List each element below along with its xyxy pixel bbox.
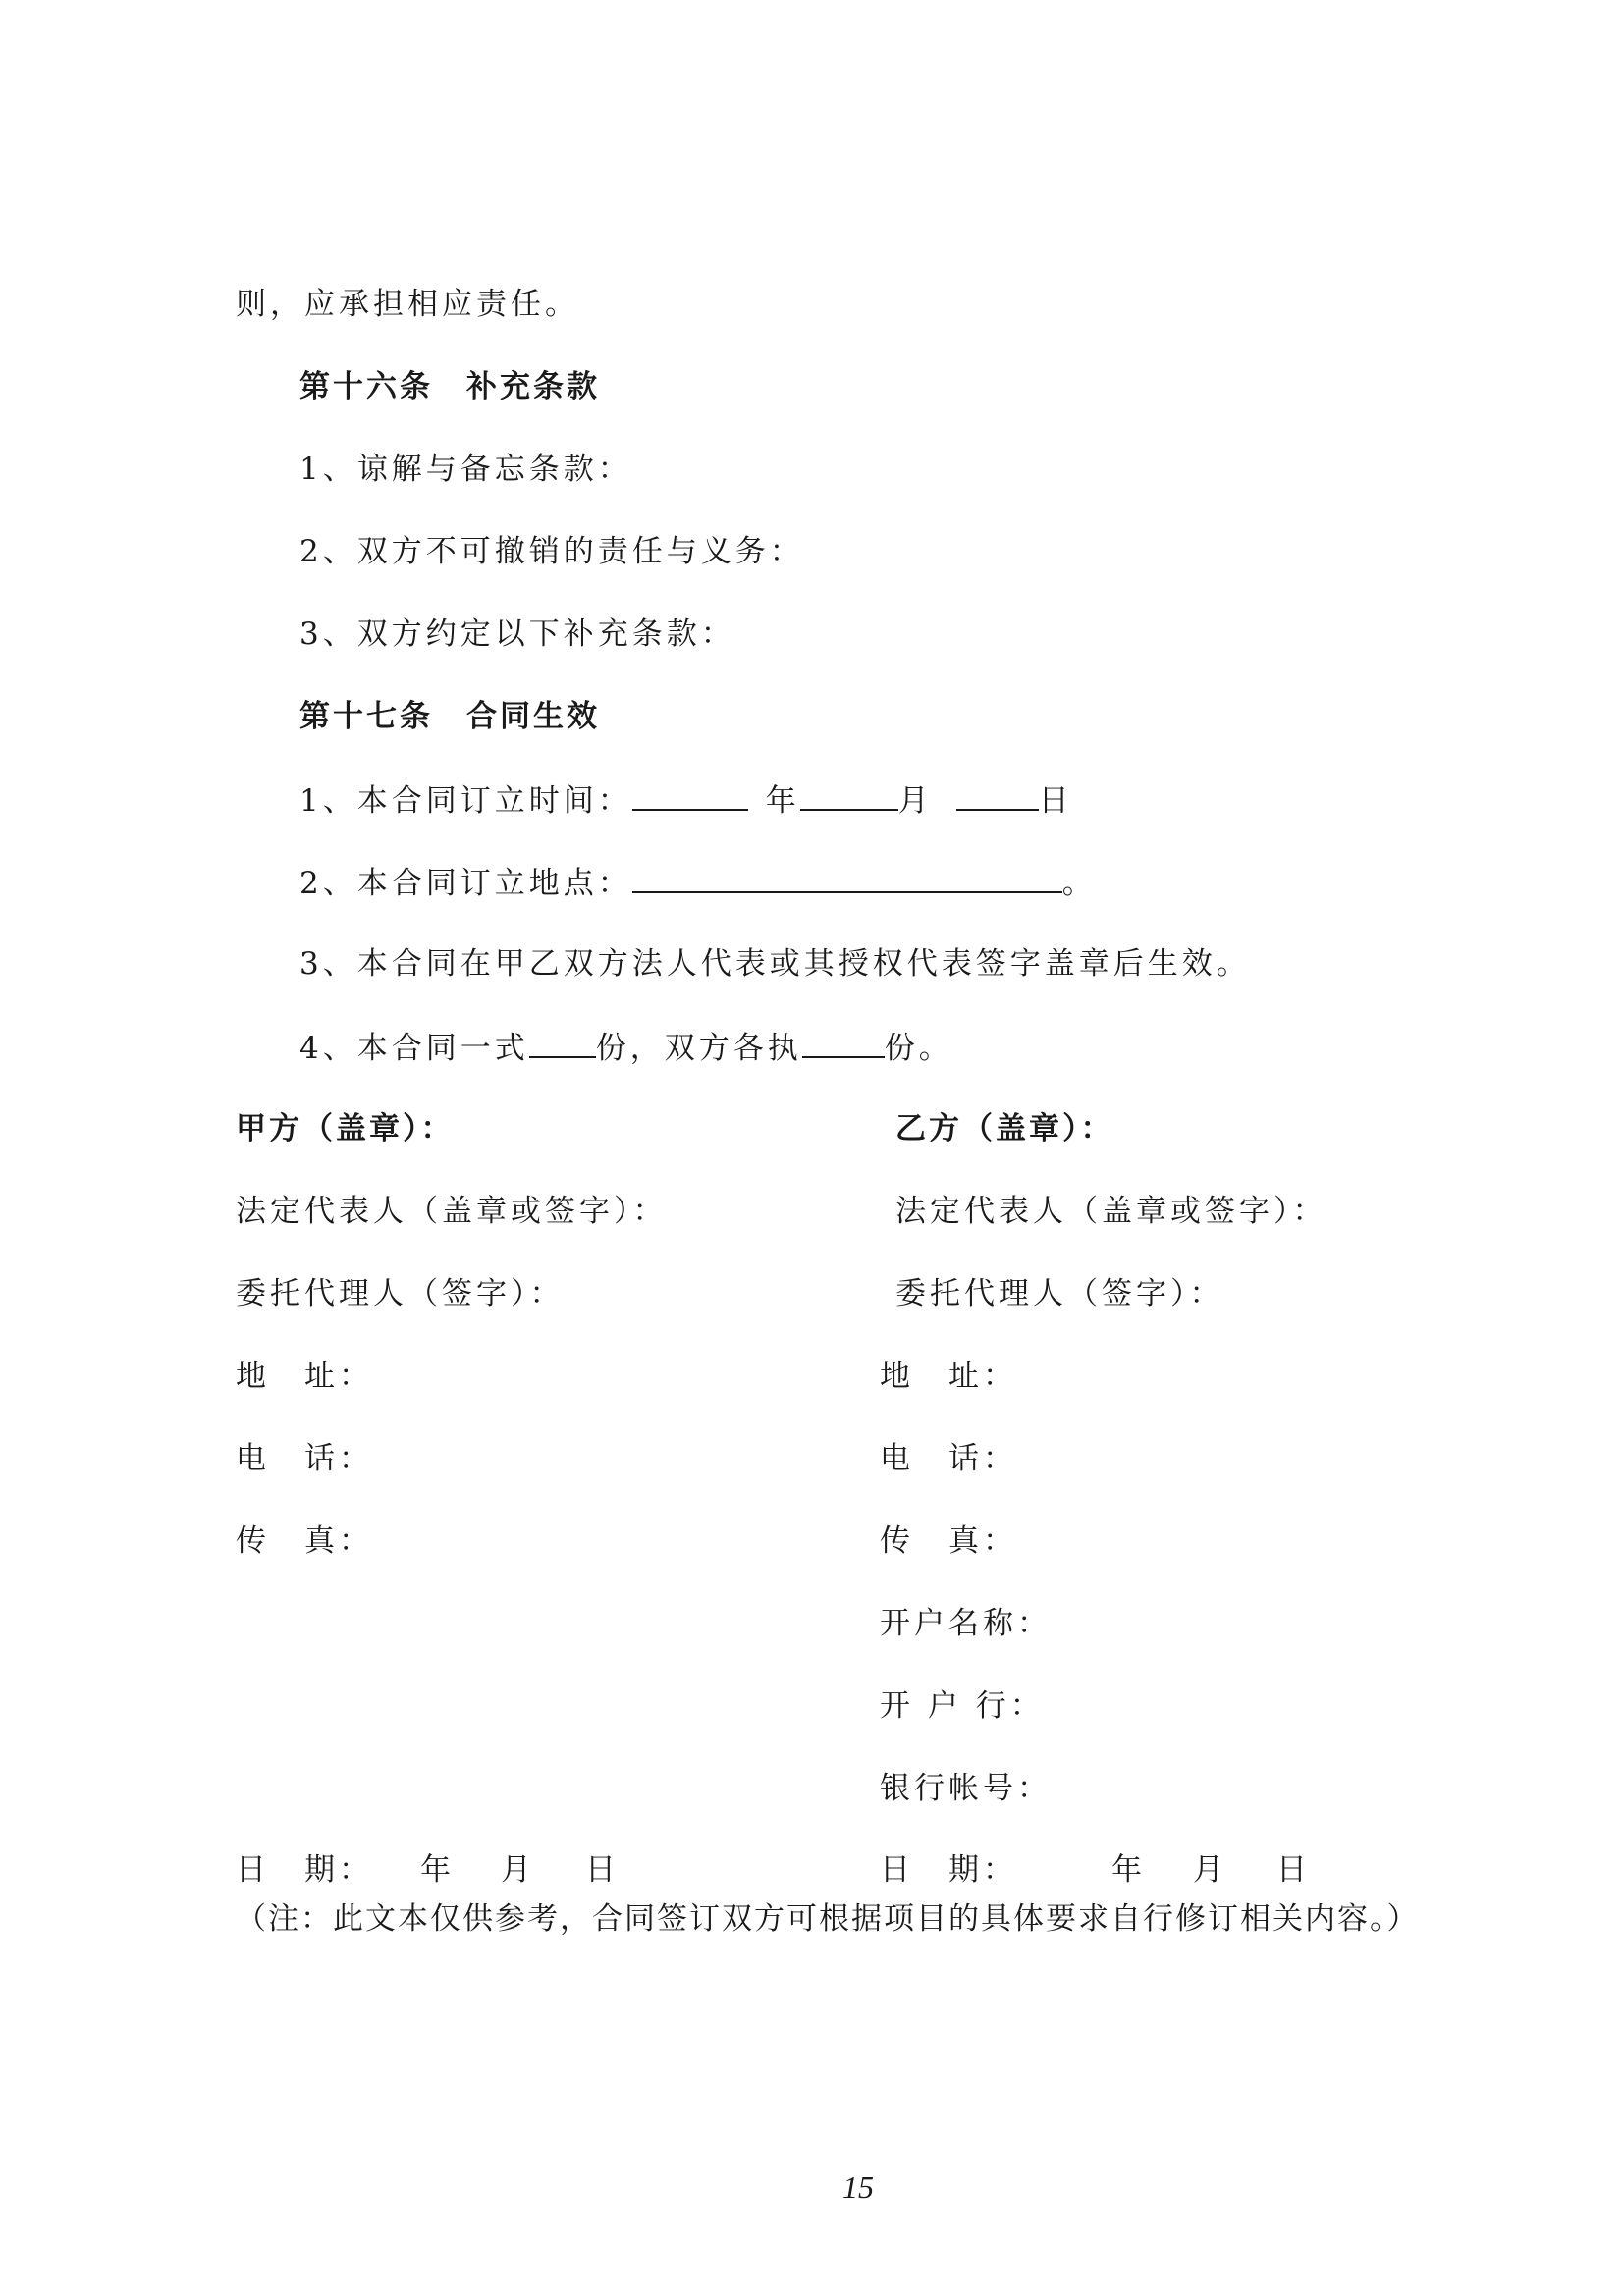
party-b-date-year: 年	[1111, 1852, 1146, 1888]
party-b-bank: 开 户 行：	[880, 1688, 1045, 1724]
copies-line	[299, 1027, 953, 1068]
reference-note: （注：此文本仅供参考，合同签订双方可根据项目的具体要求自行修订相关内容。）	[236, 1901, 1420, 1937]
day-char: 日	[1038, 783, 1073, 819]
copies-label-c: 份。	[884, 1031, 953, 1066]
copies-total-blank[interactable]	[529, 1027, 596, 1058]
place-blank[interactable]	[632, 862, 1062, 893]
party-b-account-name: 开户名称：	[880, 1606, 1052, 1641]
article-16-heading: 第十六条 补充条款	[299, 369, 600, 404]
effective-clause: 3、本合同在甲乙双方法人代表或其授权代表签字盖章后生效。	[299, 946, 1251, 982]
signing-time-line	[299, 779, 1073, 821]
party-b-legal-rep: 法定代表人（盖章或签字）：	[895, 1194, 1327, 1229]
party-a-title: 甲方（盖章）：	[236, 1111, 455, 1147]
party-a-fax: 传 真：	[236, 1523, 373, 1559]
signing-place-line	[299, 862, 1097, 903]
party-b-address: 地 址：	[880, 1359, 1017, 1394]
party-a-date-label: 日 期：	[236, 1852, 373, 1888]
day-blank[interactable]	[956, 779, 1039, 811]
party-a-address: 地 址：	[236, 1359, 373, 1394]
place-end: 。	[1061, 866, 1097, 901]
party-b-title: 乙方（盖章）：	[895, 1111, 1114, 1147]
month-blank[interactable]	[800, 779, 898, 811]
signing-time-label: 1、本合同订立时间：	[299, 783, 632, 819]
copies-label-a: 4、本合同一式	[299, 1031, 529, 1066]
party-b-date-day: 日	[1276, 1852, 1311, 1888]
article-16-item-2: 2、双方不可撤销的责任与义务：	[299, 534, 804, 569]
year-blank[interactable]	[632, 779, 748, 811]
party-a-date-day: 日	[585, 1852, 620, 1888]
party-a-agent: 委托代理人（签字）：	[236, 1276, 565, 1311]
copies-each-blank[interactable]	[802, 1027, 885, 1058]
party-b-agent: 委托代理人（签字）：	[895, 1276, 1224, 1311]
month-char: 月	[897, 783, 933, 819]
page-number: 15	[842, 2169, 874, 2205]
article-17-heading: 第十七条 合同生效	[299, 699, 600, 734]
party-a-date-year: 年	[420, 1852, 455, 1888]
signing-place-label: 2、本合同订立地点：	[299, 866, 632, 901]
copies-label-b: 份，双方各执	[595, 1031, 802, 1066]
continuation-text: 则，应承担相应责任。	[236, 287, 579, 322]
party-a-date-month: 月	[501, 1852, 535, 1888]
party-b-phone: 电 话：	[880, 1441, 1017, 1476]
party-b-date-month: 月	[1193, 1852, 1227, 1888]
year-char: 年	[765, 783, 800, 819]
party-b-date-label: 日 期：	[880, 1852, 1017, 1888]
party-b-fax: 传 真：	[880, 1523, 1017, 1559]
party-a-phone: 电 话：	[236, 1441, 373, 1476]
article-16-item-3: 3、双方约定以下补充条款：	[299, 616, 735, 652]
party-b-account-no: 银行帐号：	[880, 1771, 1052, 1806]
party-a-legal-rep: 法定代表人（盖章或签字）：	[236, 1194, 668, 1229]
article-16-item-1: 1、谅解与备忘条款：	[299, 452, 632, 487]
